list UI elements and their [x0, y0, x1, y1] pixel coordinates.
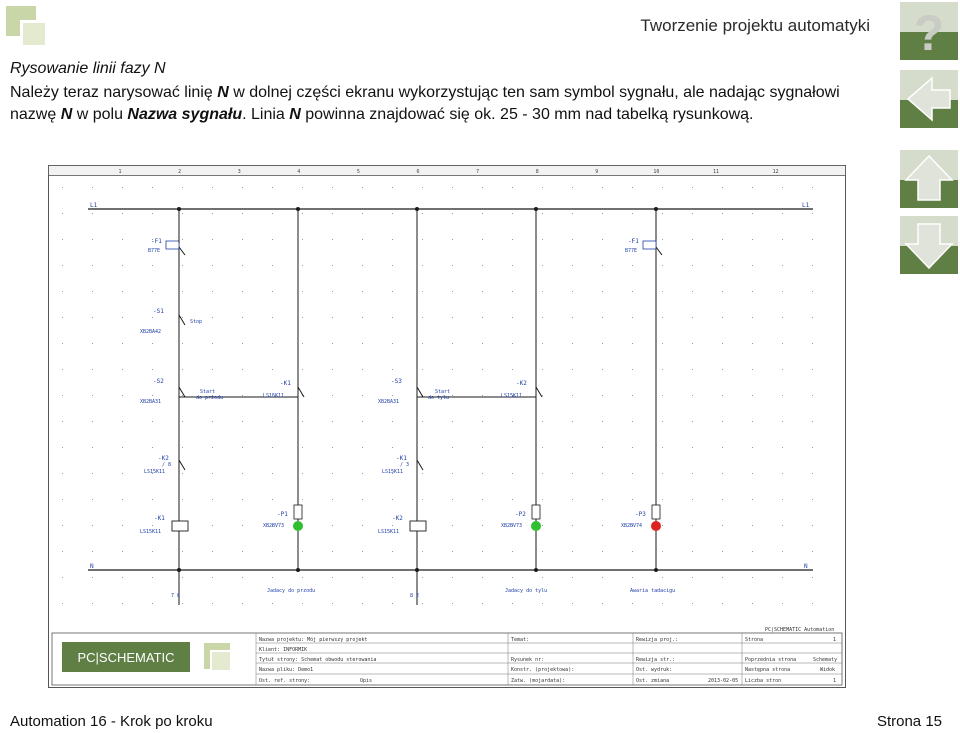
svg-text:Poprzednia strona: Poprzednia strona: [745, 657, 797, 663]
svg-text:-F1: -F1: [151, 238, 162, 245]
svg-text:-P3: -P3: [635, 511, 646, 518]
svg-text:-K1: -K1: [396, 455, 407, 462]
question-mark-icon: [900, 2, 958, 60]
svg-text:LS15K11: LS15K11: [144, 469, 166, 475]
ref-k2-label: 8 2: [410, 593, 420, 599]
ref-k1-label: 7 8: [171, 593, 181, 599]
footer-page-number: Strona 15: [876, 713, 942, 730]
svg-text:-P1: -P1: [277, 511, 288, 518]
svg-text:Widok: Widok: [820, 667, 836, 673]
column-label: 3: [237, 169, 241, 175]
svg-text:LS15K11: LS15K11: [378, 529, 400, 535]
svg-text:LS15K11: LS15K11: [140, 529, 162, 535]
svg-text:Temat:: Temat:: [511, 637, 530, 643]
svg-text:XB2BV73: XB2BV73: [501, 523, 523, 529]
svg-text:Klient: INFORMIK: Klient: INFORMIK: [259, 647, 308, 653]
svg-text:do tyłu: do tyłu: [428, 395, 450, 401]
svg-text:Tytuł strony: Schemat obwodu s: Tytuł strony: Schemat obwodu sterowania: [259, 657, 377, 663]
svg-text:Konstr. (projektowa):: Konstr. (projektowa):: [511, 667, 575, 673]
down-button[interactable]: [900, 216, 958, 274]
column-label: 5: [356, 169, 360, 175]
rail-l1-right-label: L1: [802, 202, 810, 209]
schematic-canvas[interactable]: [48, 165, 846, 688]
arrow-down-icon: [900, 216, 958, 274]
svg-text:Start: Start: [435, 389, 451, 395]
svg-text:Ost. ref. strony:: Ost. ref. strony:: [259, 678, 311, 684]
svg-text:-S2: -S2: [153, 378, 164, 385]
svg-text:Strona: Strona: [745, 637, 764, 643]
arrow-left-icon: [900, 70, 958, 128]
column-label: 12: [772, 169, 779, 175]
svg-text:Opis: Opis: [360, 678, 373, 684]
svg-text:/ 8: / 8: [162, 462, 172, 468]
signal-label-backward: Jadacy do tylu: [505, 588, 548, 594]
up-button[interactable]: [900, 150, 958, 208]
svg-text:XB2BV73: XB2BV73: [263, 523, 285, 529]
svg-text:Następna strona: Następna strona: [745, 667, 791, 673]
svg-text:Schematy: Schematy: [813, 657, 838, 663]
page-header-title: Tworzenie projektu automatyki: [640, 16, 870, 35]
brand-logo: PC|SCHEMATIC: [77, 650, 175, 665]
svg-text:B77E: B77E: [148, 248, 161, 254]
svg-text:-K2: -K2: [392, 515, 403, 522]
svg-text:Rewizja proj.:: Rewizja proj.:: [636, 637, 679, 643]
instruction-text: Należy teraz narysować linię N w dolnej części ekranu wykorzystując ten sam symbol sygnału, ale nadając sygnałowi nazwę N w polu Nazwa sygnału. Linia N powinna znajdować się ok. 25 - 30 mm nad tabelką rysunkową.: [10, 84, 840, 123]
svg-text:XB2BA31: XB2BA31: [378, 399, 400, 405]
svg-text:Rewizja str.:: Rewizja str.:: [636, 657, 676, 663]
title-block: [52, 627, 842, 685]
column-label: 8: [535, 169, 539, 175]
svg-text:Rysunek nr:: Rysunek nr:: [511, 657, 545, 663]
svg-text:Liczba stron: Liczba stron: [745, 678, 782, 684]
rail-n-right-label: N: [804, 563, 808, 570]
column-label: 6: [416, 169, 420, 175]
svg-text:Stop: Stop: [190, 319, 203, 325]
svg-text:-F1: -F1: [628, 238, 639, 245]
svg-text:-S1: -S1: [153, 308, 164, 315]
rail-n-left-label: N: [90, 563, 94, 570]
svg-text:1: 1: [833, 637, 837, 643]
signal-label-fault: Awaria tadacigu: [630, 588, 676, 594]
svg-text:XB2BA42: XB2BA42: [140, 329, 162, 335]
footer-book-title: Automation 16 - Krok po kroku: [10, 713, 213, 730]
svg-text:PC|SCHEMATIC Automation: PC|SCHEMATIC Automation: [765, 627, 835, 633]
column-label: 7: [476, 169, 480, 175]
svg-text:Nazwa pliku: Demo1: Nazwa pliku: Demo1: [259, 667, 314, 673]
svg-text:-K2: -K2: [158, 455, 169, 462]
svg-text:do przodu: do przodu: [196, 395, 224, 401]
svg-text:Start: Start: [200, 389, 216, 395]
svg-text:B77E: B77E: [625, 248, 638, 254]
arrow-up-icon: [900, 150, 958, 208]
svg-text:-S3: -S3: [391, 378, 402, 385]
section-title: Rysowanie linii fazy N: [10, 60, 166, 77]
column-label: 10: [653, 169, 660, 175]
svg-text:-K1: -K1: [154, 515, 165, 522]
svg-text:LS15K11: LS15K11: [382, 469, 404, 475]
svg-text:?: ?: [913, 5, 945, 60]
svg-text:1: 1: [833, 678, 837, 684]
signal-label-forward: Jadacy do przodu: [267, 588, 316, 594]
back-button[interactable]: [900, 70, 958, 128]
column-label: 2: [178, 169, 182, 175]
svg-text:LS15K11: LS15K11: [263, 393, 285, 399]
column-label: 11: [712, 169, 720, 175]
svg-text:-K2: -K2: [516, 380, 527, 387]
svg-text:2013-02-05: 2013-02-05: [708, 678, 739, 684]
column-label: 4: [297, 169, 301, 175]
svg-text:XB2BV74: XB2BV74: [621, 523, 643, 529]
svg-text:Zatw. (mojardata):: Zatw. (mojardata):: [511, 678, 566, 684]
svg-text:Nazwa projektu: Mój pierwszy p: Nazwa projektu: Mój pierwszy projekt: [259, 637, 368, 643]
svg-text:-P2: -P2: [515, 511, 526, 518]
svg-text:/ 3: / 3: [400, 462, 410, 468]
column-label: 1: [118, 169, 122, 175]
rail-l1-left-label: L1: [90, 202, 98, 209]
logo-square-front: [20, 20, 48, 48]
help-button[interactable]: [900, 2, 958, 60]
svg-text:XB2BA31: XB2BA31: [140, 399, 162, 405]
svg-text:-K1: -K1: [280, 380, 291, 387]
column-label: 9: [595, 169, 599, 175]
svg-text:Ost. wydruk:: Ost. wydruk:: [636, 667, 673, 673]
svg-text:Ost. zmiana: Ost. zmiana: [636, 678, 670, 684]
svg-text:LS15K11: LS15K11: [501, 393, 523, 399]
